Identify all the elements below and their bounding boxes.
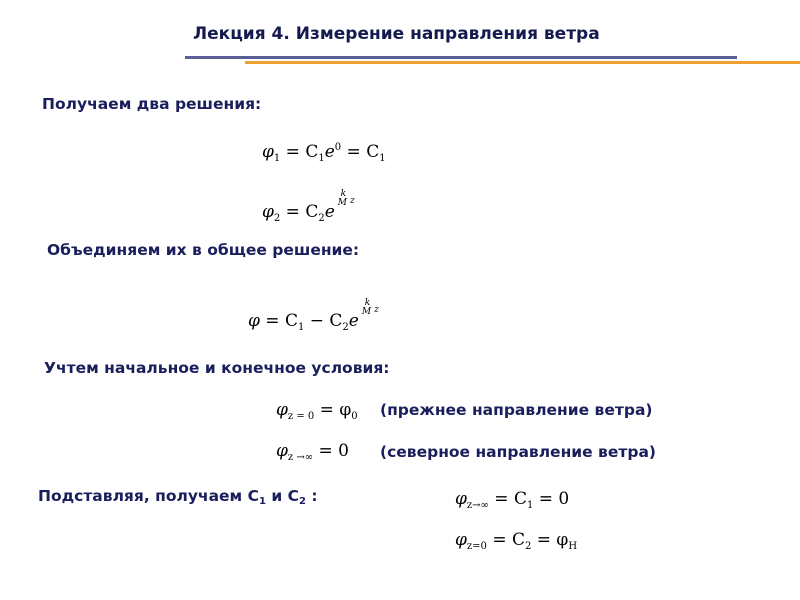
formula-phi1-symbol: φ [262, 142, 274, 162]
formula-phi2-symbol: φ [262, 202, 274, 222]
formula-general: $\varphi = C_1 - C_2e$ k M z [248, 298, 379, 333]
formula-general-symbol: φ [248, 311, 260, 331]
formula-condition-initial: $\varphi_{z = 0} = \varphi_0$ [276, 400, 358, 422]
title-rule-orange [245, 61, 800, 64]
note-north-direction: (северное направление ветра) [380, 443, 656, 461]
formula-phi1: $\varphi_1 = C_1e^0 = C_1$ [262, 142, 386, 164]
note-initial-direction: (прежнее направление ветра) [380, 401, 653, 419]
formula-c2: $\varphi_{z=0} = C_2 = \varphi_H$ [455, 530, 578, 552]
formula-c1: $\varphi_{z\to\infty} = C_1 = 0$ [455, 489, 570, 511]
formula-general-exponent: k M [361, 298, 372, 317]
label-general-solution: Объединяем их в общее решение: [47, 241, 360, 259]
label-two-solutions: Получаем два решения: [42, 95, 262, 113]
label-substituting: Подставляя, получаем $С_1$ и $С_2$ : [38, 487, 318, 507]
title-rule-blue [185, 56, 737, 59]
label-conditions: Учтем начальное и конечное условия: [44, 359, 390, 377]
formula-condition-final: $\varphi_{z \to\infty} = 0$ [276, 441, 349, 463]
slide-title: Лекция 4. Измерение направления ветра [193, 24, 600, 44]
formula-phi2-exponent: k M [337, 189, 347, 208]
formula-phi2: $\varphi_2 = C_2e$ k M z [262, 189, 355, 224]
